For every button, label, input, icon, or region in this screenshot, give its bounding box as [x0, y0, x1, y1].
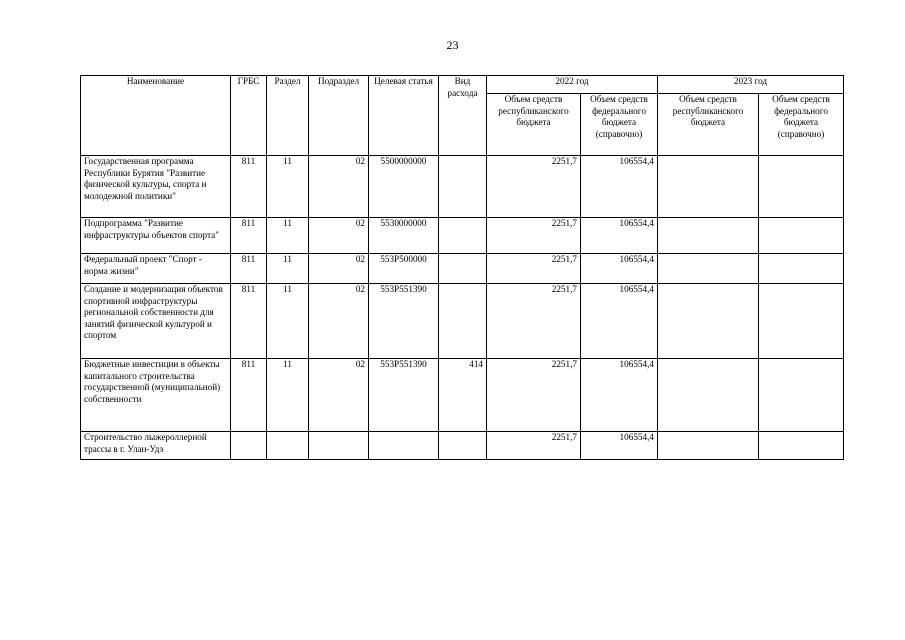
cell-name: Создание и модернизация объектов спортивной инфраструктуры региональной собственности для занятий физической культурой и спортом — [81, 284, 231, 359]
header-podrazdel: Подраздел — [309, 76, 369, 156]
cell-fed-2023 — [759, 156, 844, 218]
cell-podrazdel: 02 — [309, 218, 369, 254]
cell-name: Бюджетные инвестиции в объекты капитального строительства государственной (муниципальной) собственности — [81, 359, 231, 432]
table-row — [81, 156, 844, 218]
cell-rep-2023 — [658, 284, 759, 359]
header-rep-budget-2022: Объем средств республиканского бюджета — [487, 94, 581, 156]
cell-target: 5530000000 — [369, 218, 439, 254]
cell-rep-2023 — [658, 432, 759, 460]
cell-grbs: 811 — [231, 359, 267, 432]
cell-podrazdel: 02 — [309, 284, 369, 359]
cell-vid — [439, 218, 487, 254]
cell-target: 553Р551390 — [369, 284, 439, 359]
cell-podrazdel: 02 — [309, 156, 369, 218]
cell-rep-2022: 2251,7 — [487, 359, 581, 432]
cell-vid: 414 — [439, 359, 487, 432]
cell-target: 553Р551390 — [369, 359, 439, 432]
cell-rep-2023 — [658, 156, 759, 218]
page-number: 23 — [446, 38, 459, 52]
header-year-2022: 2022 год — [487, 76, 658, 94]
header-razdel: Раздел — [267, 76, 309, 156]
cell-fed-2022: 106554,4 — [581, 432, 658, 460]
cell-rep-2023 — [658, 254, 759, 284]
cell-podrazdel: 02 — [309, 254, 369, 284]
cell-rep-2022: 2251,7 — [487, 284, 581, 359]
cell-target: 553Р500000 — [369, 254, 439, 284]
cell-rep-2022: 2251,7 — [487, 432, 581, 460]
cell-podrazdel — [309, 432, 369, 460]
table-row — [81, 432, 844, 460]
cell-target — [369, 432, 439, 460]
cell-fed-2022: 106554,4 — [581, 284, 658, 359]
header-grbs: ГРБС — [231, 76, 267, 156]
cell-fed-2023 — [759, 254, 844, 284]
cell-fed-2022: 106554,4 — [581, 359, 658, 432]
cell-name: Федеральный проект "Спорт - норма жизни" — [81, 254, 231, 284]
cell-grbs — [231, 432, 267, 460]
header-fed-budget-2022: Объем средств федерального бюджета (справочно) — [581, 94, 658, 156]
cell-rep-2022: 2251,7 — [487, 156, 581, 218]
cell-fed-2022: 106554,4 — [581, 254, 658, 284]
cell-fed-2023 — [759, 432, 844, 460]
header-name: Наименование — [81, 76, 231, 156]
cell-fed-2023 — [759, 218, 844, 254]
cell-rep-2023 — [658, 218, 759, 254]
cell-fed-2022: 106554,4 — [581, 156, 658, 218]
cell-rep-2022: 2251,7 — [487, 218, 581, 254]
cell-fed-2022: 106554,4 — [581, 218, 658, 254]
cell-razdel: 11 — [267, 254, 309, 284]
cell-razdel: 11 — [267, 218, 309, 254]
cell-razdel: 11 — [267, 359, 309, 432]
cell-fed-2023 — [759, 284, 844, 359]
table-row — [81, 284, 844, 359]
header-year-2023: 2023 год — [658, 76, 844, 94]
cell-rep-2022: 2251,7 — [487, 254, 581, 284]
cell-name: Строительство лыжероллерной трассы в г. Улан-Удэ — [81, 432, 231, 460]
cell-target: 5500000000 — [369, 156, 439, 218]
header-rep-budget-2023: Объем средств республиканского бюджета — [658, 94, 759, 156]
header-fed-budget-2023: Объем средств федерального бюджета (справочно) — [759, 94, 844, 156]
cell-razdel: 11 — [267, 156, 309, 218]
table-row — [81, 359, 844, 432]
cell-podrazdel: 02 — [309, 359, 369, 432]
cell-vid — [439, 156, 487, 218]
cell-name: Подпрограмма "Развитие инфраструктуры объектов спорта" — [81, 218, 231, 254]
cell-fed-2023 — [759, 359, 844, 432]
cell-vid — [439, 432, 487, 460]
cell-razdel — [267, 432, 309, 460]
cell-razdel: 11 — [267, 284, 309, 359]
cell-vid — [439, 284, 487, 359]
table-row — [81, 218, 844, 254]
cell-vid — [439, 254, 487, 284]
cell-grbs: 811 — [231, 218, 267, 254]
cell-name: Государственная программа Республики Бурятия "Развитие физической культуры, спорта и молодежной политики" — [81, 156, 231, 218]
header-vid: Вид расхода — [439, 76, 487, 156]
cell-grbs: 811 — [231, 156, 267, 218]
cell-grbs: 811 — [231, 254, 267, 284]
header-target: Целевая статья — [369, 76, 439, 156]
budget-table — [80, 75, 844, 460]
table-row — [81, 254, 844, 284]
cell-grbs: 811 — [231, 284, 267, 359]
cell-rep-2023 — [658, 359, 759, 432]
